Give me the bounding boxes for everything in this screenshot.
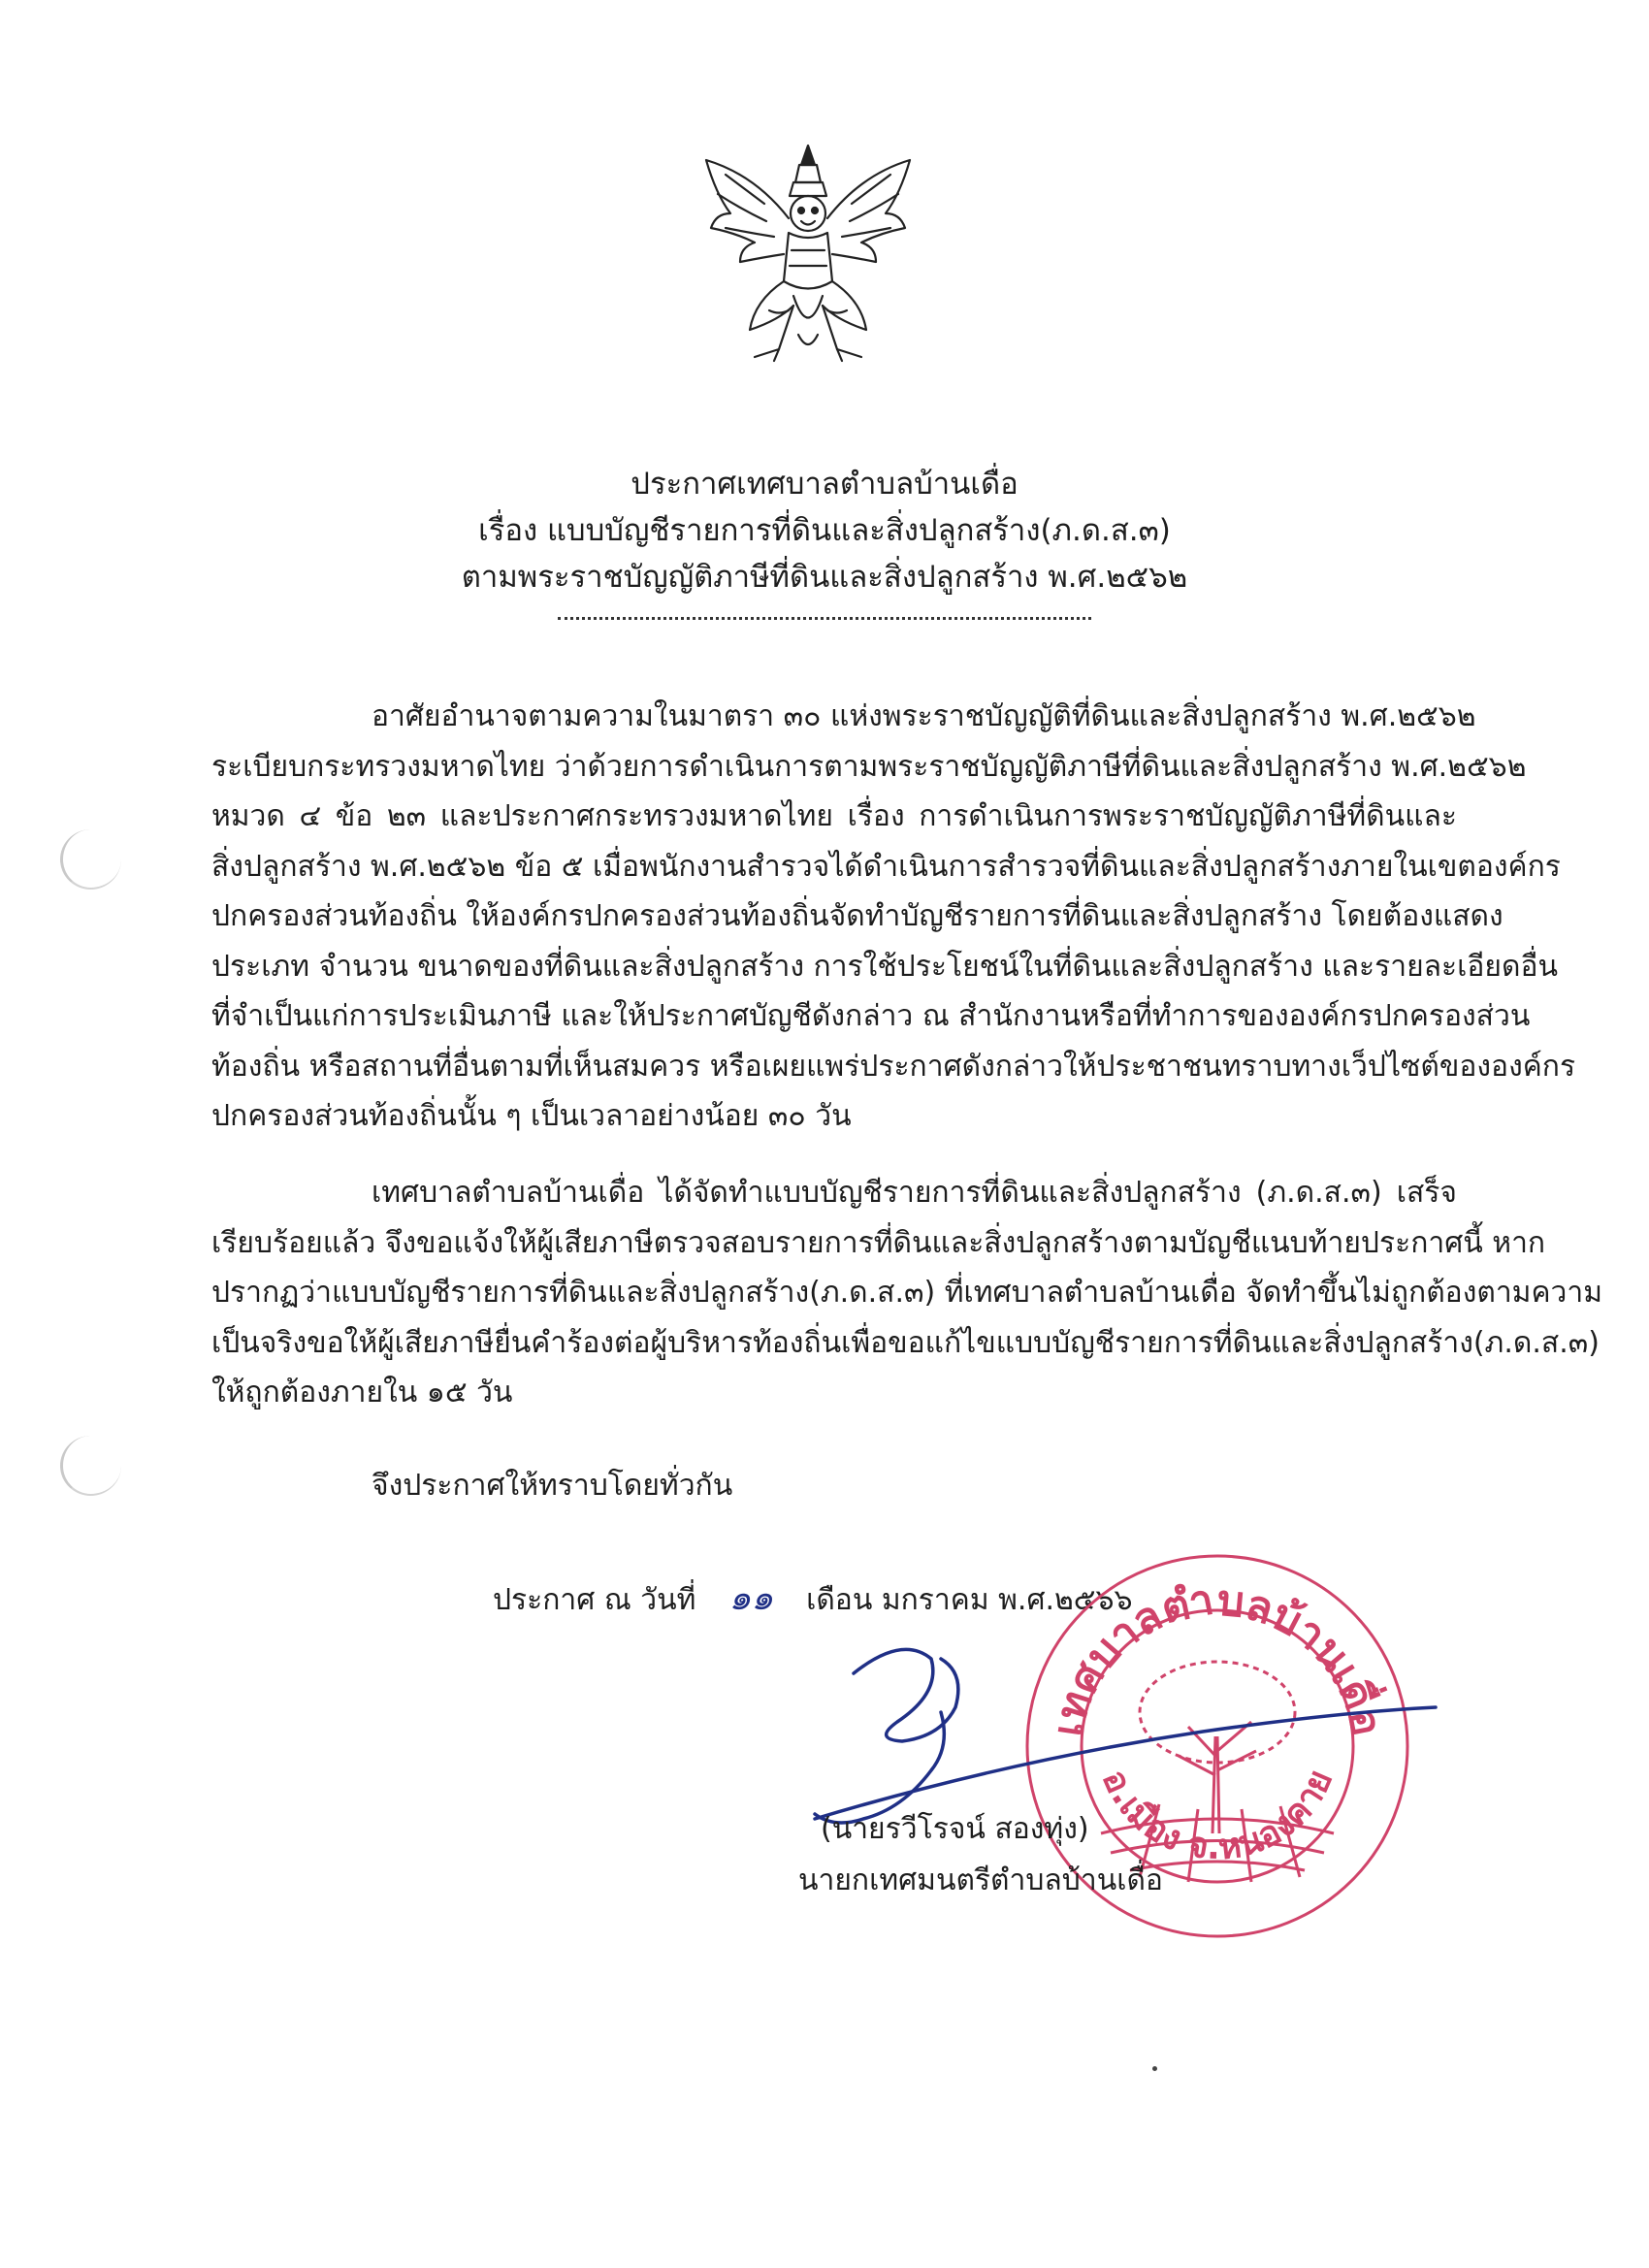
paragraph-line: สิ่งปลูกสร้าง พ.ศ.๒๕๖๒ ข้อ ๕ เมื่อพนักงานสำรวจได้ดำเนินการสำรวจที่ดินและสิ่งปลูกสร้างภายในเขตองค์กร [211,849,1561,884]
paragraph-line: ที่จำเป็นแก่การประเมินภาษี และให้ประกาศบัญชีดังกล่าว ณ สำนักงานหรือที่ทำการขององค์กรปกครองส่วน [211,999,1531,1033]
paragraph-line: ปกครองส่วนท้องถิ่นนั้น ๆ เป็นเวลาอย่างน้อย ๓๐ วัน [211,1099,852,1133]
paragraph-line: ระเบียบกระทรวงมหาดไทย ว่าด้วยการดำเนินการตามพระราชบัญญัติภาษีที่ดินและสิ่งปลูกสร้าง พ.ศ.๒๕๖๒ [211,749,1527,784]
dotted-divider [558,617,1091,620]
signer-position: นายกเทศมนตรีตำบลบ้านเดื่อ [798,1863,1163,1897]
paragraph-line: เป็นจริงขอให้ผู้เสียภาษียื่นคำร้องต่อผู้บริหารท้องถิ่นเพื่อขอแก้ไขแบบบัญชีรายการที่ดินและสิ่งปลูกสร้าง(ภ.ด.ส.๓) [211,1325,1600,1360]
paragraph-line: ปรากฏว่าแบบบัญชีรายการที่ดินและสิ่งปลูกสร้าง(ภ.ด.ส.๓) ที่เทศบาลตำบลบ้านเดื่อ จัดทำขึ้นไม่ถูกต้องตามความ [211,1276,1602,1310]
announcement-legal-basis: ตามพระราชบัญญัติภาษีที่ดินและสิ่งปลูกสร้าง พ.ศ.๒๕๖๒ [461,560,1188,595]
date-suffix: เดือน มกราคม พ.ศ.๒๕๖๖ [806,1583,1133,1617]
date-prefix: ประกาศ ณ วันที่ [493,1583,696,1617]
paragraph-line: ท้องถิ่น หรือสถานที่อื่นตามที่เห็นสมควร หรือเผยแพร่ประกาศดังกล่าวให้ประชาชนทราบทางเว็ปไซต์ขององค์กร [211,1049,1576,1084]
announcement-subject: เรื่อง แบบบัญชีรายการที่ดินและสิ่งปลูกสร้าง(ภ.ด.ส.๓) [478,513,1171,548]
body-paragraph-1 [211,692,1576,1148]
paragraph-line: ประเภท จำนวน ขนาดของที่ดินและสิ่งปลูกสร้าง การใช้ประโยชน์ในที่ดินและสิ่งปลูกสร้าง และรายละเอียดอื่น [211,949,1558,984]
announcement-header [0,461,1649,600]
paragraph-line: อาศัยอำนาจตามความในมาตรา ๓๐ แห่งพระราชบัญญัติที่ดินและสิ่งปลูกสร้าง พ.ศ.๒๕๖๒ [372,699,1476,733]
punch-hole-mark [60,829,121,890]
paragraph-line: ปกครองส่วนท้องถิ่น ให้องค์กรปกครองส่วนท้องถิ่นจัดทำบัญชีรายการที่ดินและสิ่งปลูกสร้าง โดยต้องแสดง [211,899,1504,933]
paragraph-line: เรียบร้อยแล้ว จึงขอแจ้งให้ผู้เสียภาษีตรวจสอบรายการที่ดินและสิ่งปลูกสร้างตามบัญชีแนบท้ายประกาศนี้ หาก [211,1225,1546,1260]
paragraph-line: ให้ถูกต้องภายใน ๑๕ วัน [211,1376,513,1409]
signer-name: (นายรวีโรจน์ สองทุ่ง) [821,1812,1089,1846]
stamp-top-text: เทศบาลตำบลบ้านเดื่อ [1043,1574,1392,1740]
closing-statement: จึงประกาศให้ทราบโดยทั่วกัน [372,1469,733,1503]
garuda-emblem [687,136,929,378]
stamp-bottom-text: อ.เมือง จ.หนองคาย [1093,1764,1342,1868]
announcement-title: ประกาศเทศบาลตำบลบ้านเดื่อ [630,467,1018,502]
paragraph-line: หมวด ๔ ข้อ ๒๓ และประกาศกระทรวงมหาดไทย เรื่อง การดำเนินการพระราชบัญญัติภาษีที่ดินและ [211,799,1457,833]
body-paragraph-2 [211,1168,1602,1420]
paragraph-line: เทศบาลตำบลบ้านเดื่อ ได้จัดทำแบบบัญชีรายการที่ดินและสิ่งปลูกสร้าง (ภ.ด.ส.๓) เสร็จ [372,1176,1457,1210]
scan-speck [1152,2066,1157,2071]
date-day-handwritten: ๑๑ [728,1578,774,1618]
punch-hole-mark [60,1436,121,1496]
